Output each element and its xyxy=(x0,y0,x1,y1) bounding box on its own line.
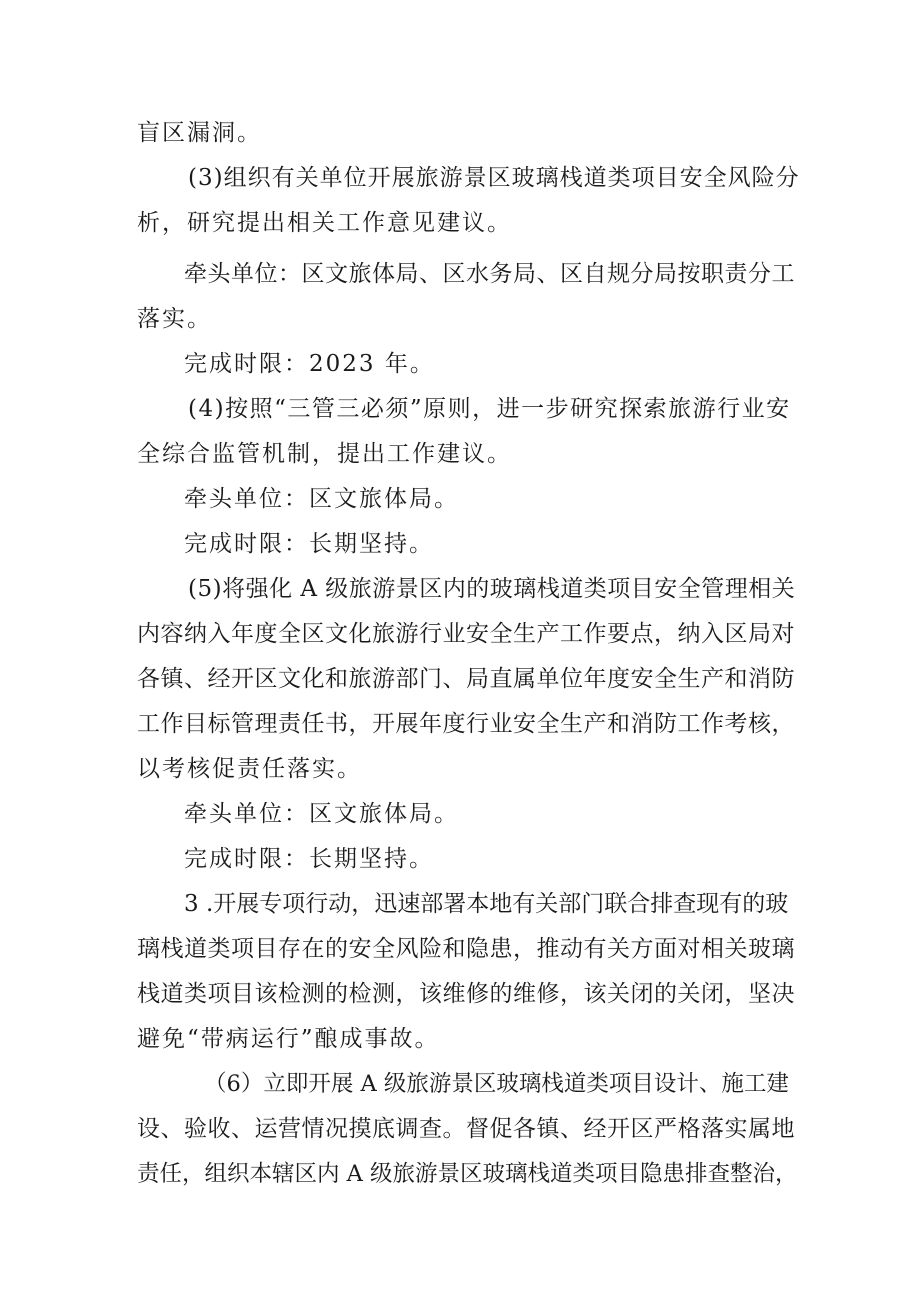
text-line: 牵头单位：区文旅体局、区水务局、区自规分局按职责分工 xyxy=(184,261,795,287)
text-line: 牵头单位：区文旅体局。 xyxy=(184,486,459,512)
text-line: 避免“带病运行”酿成事故。 xyxy=(137,1026,440,1052)
text-line: 栈道类项目该检测的检测，该维修的维修，该关闭的关闭，坚决 xyxy=(137,981,795,1007)
text-line: (3)组织有关单位开展旅游景区玻璃栈道类项目安全风险分 xyxy=(188,165,800,191)
text-line: 完成时限：2023 年。 xyxy=(184,351,435,377)
text-line: 工作目标管理责任书，开展年度行业安全生产和消防工作考核， xyxy=(137,711,795,737)
text-line: 以考核促责任落实。 xyxy=(137,756,362,782)
text-line: 责任，组织本辖区内 A 级旅游景区玻璃栈道类项目隐患排查整治， xyxy=(137,1161,798,1187)
text-line: 完成时限：长期坚持。 xyxy=(184,846,434,872)
text-line: 盲区漏洞。 xyxy=(137,120,262,146)
text-line: 完成时限：长期坚持。 xyxy=(184,531,434,557)
text-line: 全综合监管机制，提出工作建议。 xyxy=(137,441,512,467)
text-line: 璃栈道类项目存在的安全风险和隐患，推动有关方面对相关玻璃 xyxy=(137,936,795,962)
text-line: 牵头单位：区文旅体局。 xyxy=(184,801,459,827)
text-line: (4)按照“三管三必须”原则，进一步研究探索旅游行业安 xyxy=(188,396,791,422)
text-line: 设、验收、运营情况摸底调查。督促各镇、经开区严格落实属地 xyxy=(137,1116,795,1142)
text-line: (5)将强化 A 级旅游景区内的玻璃栈道类项目安全管理相关 xyxy=(188,576,796,602)
text-line: （6）立即开展 A 级旅游景区玻璃栈道类项目设计、施工建 xyxy=(204,1071,789,1097)
text-line: 内容纳入年度全区文化旅游行业安全生产工作要点，纳入区局对 xyxy=(137,621,795,647)
text-line: 3 .开展专项行动，迅速部署本地有关部门联合排查现有的玻 xyxy=(184,891,789,917)
text-line: 落实。 xyxy=(137,306,212,332)
text-line: 析，研究提出相关工作意见建议。 xyxy=(137,210,512,236)
text-line: 各镇、经开区文化和旅游部门、局直属单位年度安全生产和消防 xyxy=(137,666,795,692)
